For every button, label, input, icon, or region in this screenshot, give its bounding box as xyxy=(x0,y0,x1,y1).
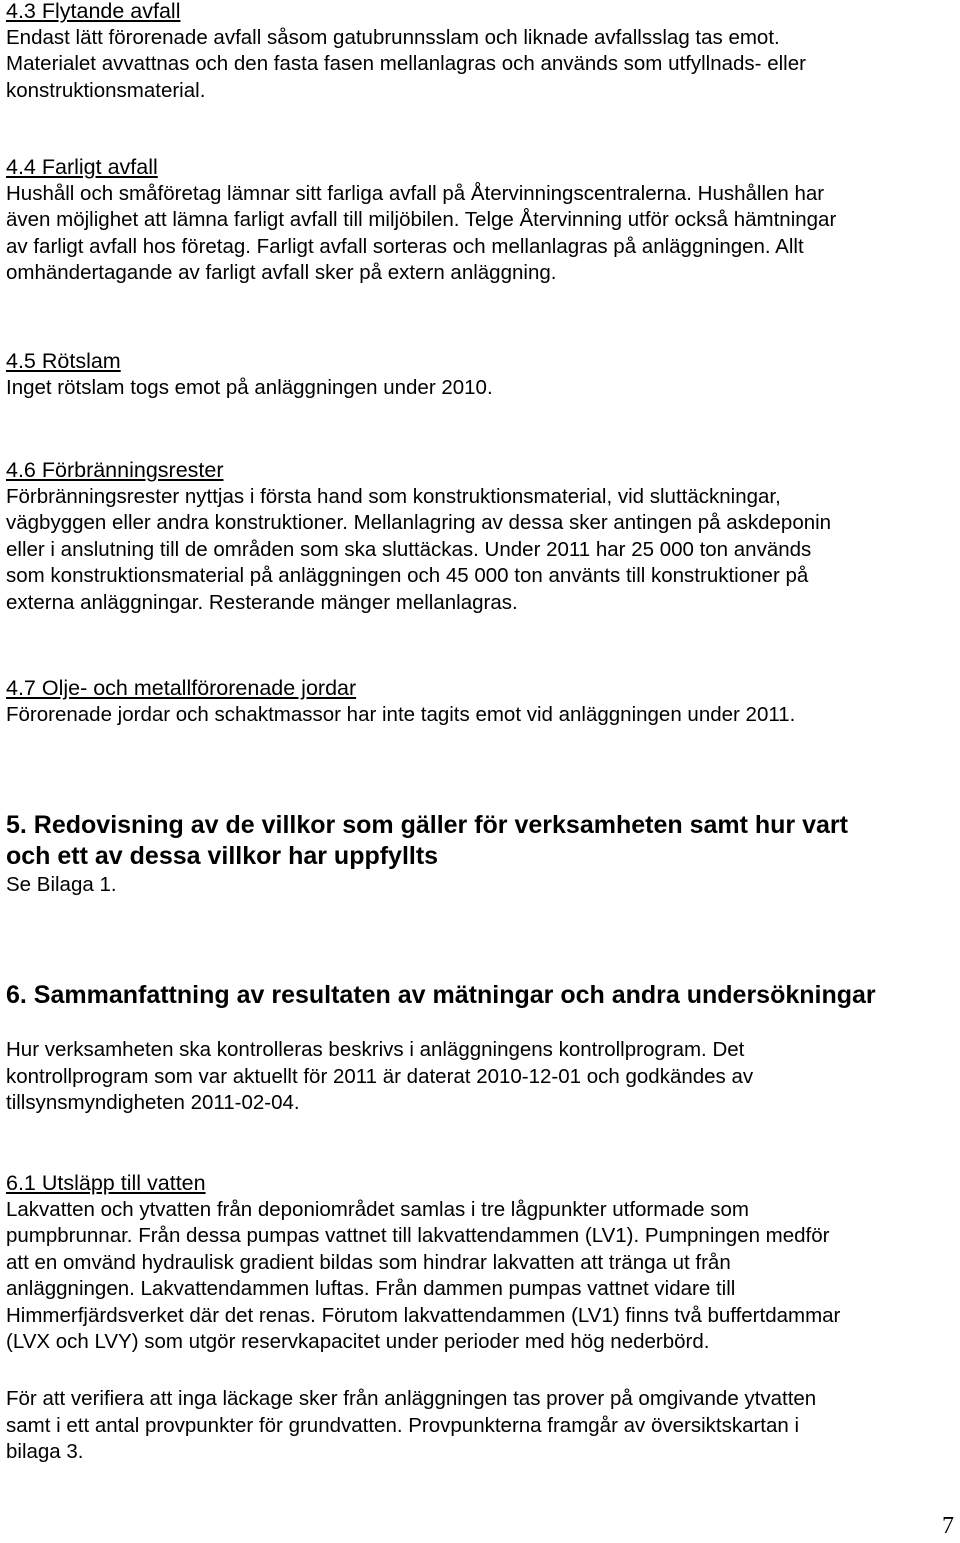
paragraph-line: Inget rötslam togs emot på anläggningen under 2010. xyxy=(6,375,493,399)
paragraph-line: kontrollprogram som var aktuellt för 2011 är daterat 2010-12-01 och godkändes av xyxy=(6,1064,754,1088)
section-heading: 4.3 Flytande avfall xyxy=(6,0,181,23)
chapter-heading: och ett av dessa villkor har uppfyllts xyxy=(6,842,439,870)
paragraph-line: av farligt avfall hos företag. Farligt avfall sorteras och mellanlagras på anläggningen. Allt xyxy=(6,234,804,258)
section-6-1-paragraph-2 xyxy=(6,1386,956,1466)
paragraph-line: konstruktionsmaterial. xyxy=(6,78,206,102)
paragraph-line: eller i anslutning till de områden som ska sluttäckas. Under 2011 har 25 000 ton används xyxy=(6,537,812,561)
section-heading: 4.5 Rötslam xyxy=(6,349,121,373)
paragraph-line: Hushåll och småföretag lämnar sitt farliga avfall på Återvinningscentralerna. Hushållen har xyxy=(6,181,825,205)
section-4-6 xyxy=(6,457,956,616)
paragraph-line: anläggningen. Lakvattendammen luftas. Från dammen pumpas vattnet vidare till xyxy=(6,1277,736,1300)
section-5 xyxy=(6,810,956,899)
paragraph-line: även möjlighet att lämna farligt avfall till miljöbilen. Telge Återvinning utför också hämtningar xyxy=(6,208,837,231)
paragraph-line: Hur verksamheten ska kontrolleras beskrivs i anläggningens kontrollprogram. Det xyxy=(6,1038,745,1061)
paragraph-line: Himmerfjärdsverket där det renas. Förutom lakvattendammen (LV1) finns två buffertdammar xyxy=(6,1303,841,1327)
section-heading: 4.4 Farligt avfall xyxy=(6,155,158,179)
paragraph-line: Förorenade jordar och schaktmassor har inte tagits emot vid anläggningen under 2011. xyxy=(6,702,796,726)
paragraph-line: samt i ett antal provpunkter för grundvatten. Provpunkterna framgår av översiktskartan i xyxy=(6,1413,800,1437)
paragraph-line: vägbyggen eller andra konstruktioner. Mellanlagring av dessa sker antingen på askdeponin xyxy=(6,511,832,534)
paragraph-line: omhändertagande av farligt avfall sker på extern anläggning. xyxy=(6,261,557,284)
page-number: 7 xyxy=(942,1513,954,1539)
paragraph-line: pumpbrunnar. Från dessa pumpas vattnet till lakvattendammen (LV1). Pumpningen medför xyxy=(6,1224,830,1247)
paragraph-line: bilaga 3. xyxy=(6,1440,84,1463)
section-4-4 xyxy=(6,154,956,287)
paragraph-line: som konstruktionsmaterial på anläggningen och 45 000 ton använts till konstruktioner på xyxy=(6,564,809,587)
section-heading: 4.7 Olje- och metallförorenade jordar xyxy=(6,676,357,700)
paragraph-line: (LVX och LVY) som utgör reservkapacitet under perioder med hög nederbörd. xyxy=(6,1330,710,1353)
chapter-heading: 5. Redovisning av de villkor som gäller för verksamheten samt hur vart xyxy=(6,811,848,839)
paragraph-line: Endast lätt förorenade avfall såsom gatubrunnsslam och liknade avfallsslag tas emot. xyxy=(6,25,780,49)
paragraph-line: Se Bilaga 1. xyxy=(6,873,117,896)
chapter-heading: 6. Sammanfattning av resultaten av mätningar och andra undersökningar xyxy=(6,981,876,1009)
paragraph-line: Materialet avvattnas och den fasta fasen mellanlagras och används som utfyllnads- eller xyxy=(6,52,806,75)
section-6 xyxy=(6,980,956,1011)
section-6-body xyxy=(6,1037,956,1117)
section-4-3 xyxy=(6,0,956,104)
paragraph-line: tillsynsmyndigheten 2011-02-04. xyxy=(6,1091,300,1114)
section-4-7 xyxy=(6,675,956,728)
section-heading: 6.1 Utsläpp till vatten xyxy=(6,1171,206,1195)
section-heading: 4.6 Förbränningsrester xyxy=(6,458,224,482)
paragraph-line: Förbränningsrester nyttjas i första hand som konstruktionsmaterial, vid sluttäckningar, xyxy=(6,484,781,508)
section-6-1 xyxy=(6,1170,956,1356)
paragraph-line: För att verifiera att inga läckage sker från anläggningen tas prover på omgivande ytvatten xyxy=(6,1387,817,1410)
paragraph-line: att en omvänd hydraulisk gradient bildas som hindrar lakvatten att tränga ut från xyxy=(6,1250,731,1274)
paragraph-line: externa anläggningar. Resterande mänger mellanlagras. xyxy=(6,590,518,614)
section-4-5 xyxy=(6,348,956,401)
paragraph-line: Lakvatten och ytvatten från deponiområdet samlas i tre lågpunkter utformade som xyxy=(6,1197,749,1221)
